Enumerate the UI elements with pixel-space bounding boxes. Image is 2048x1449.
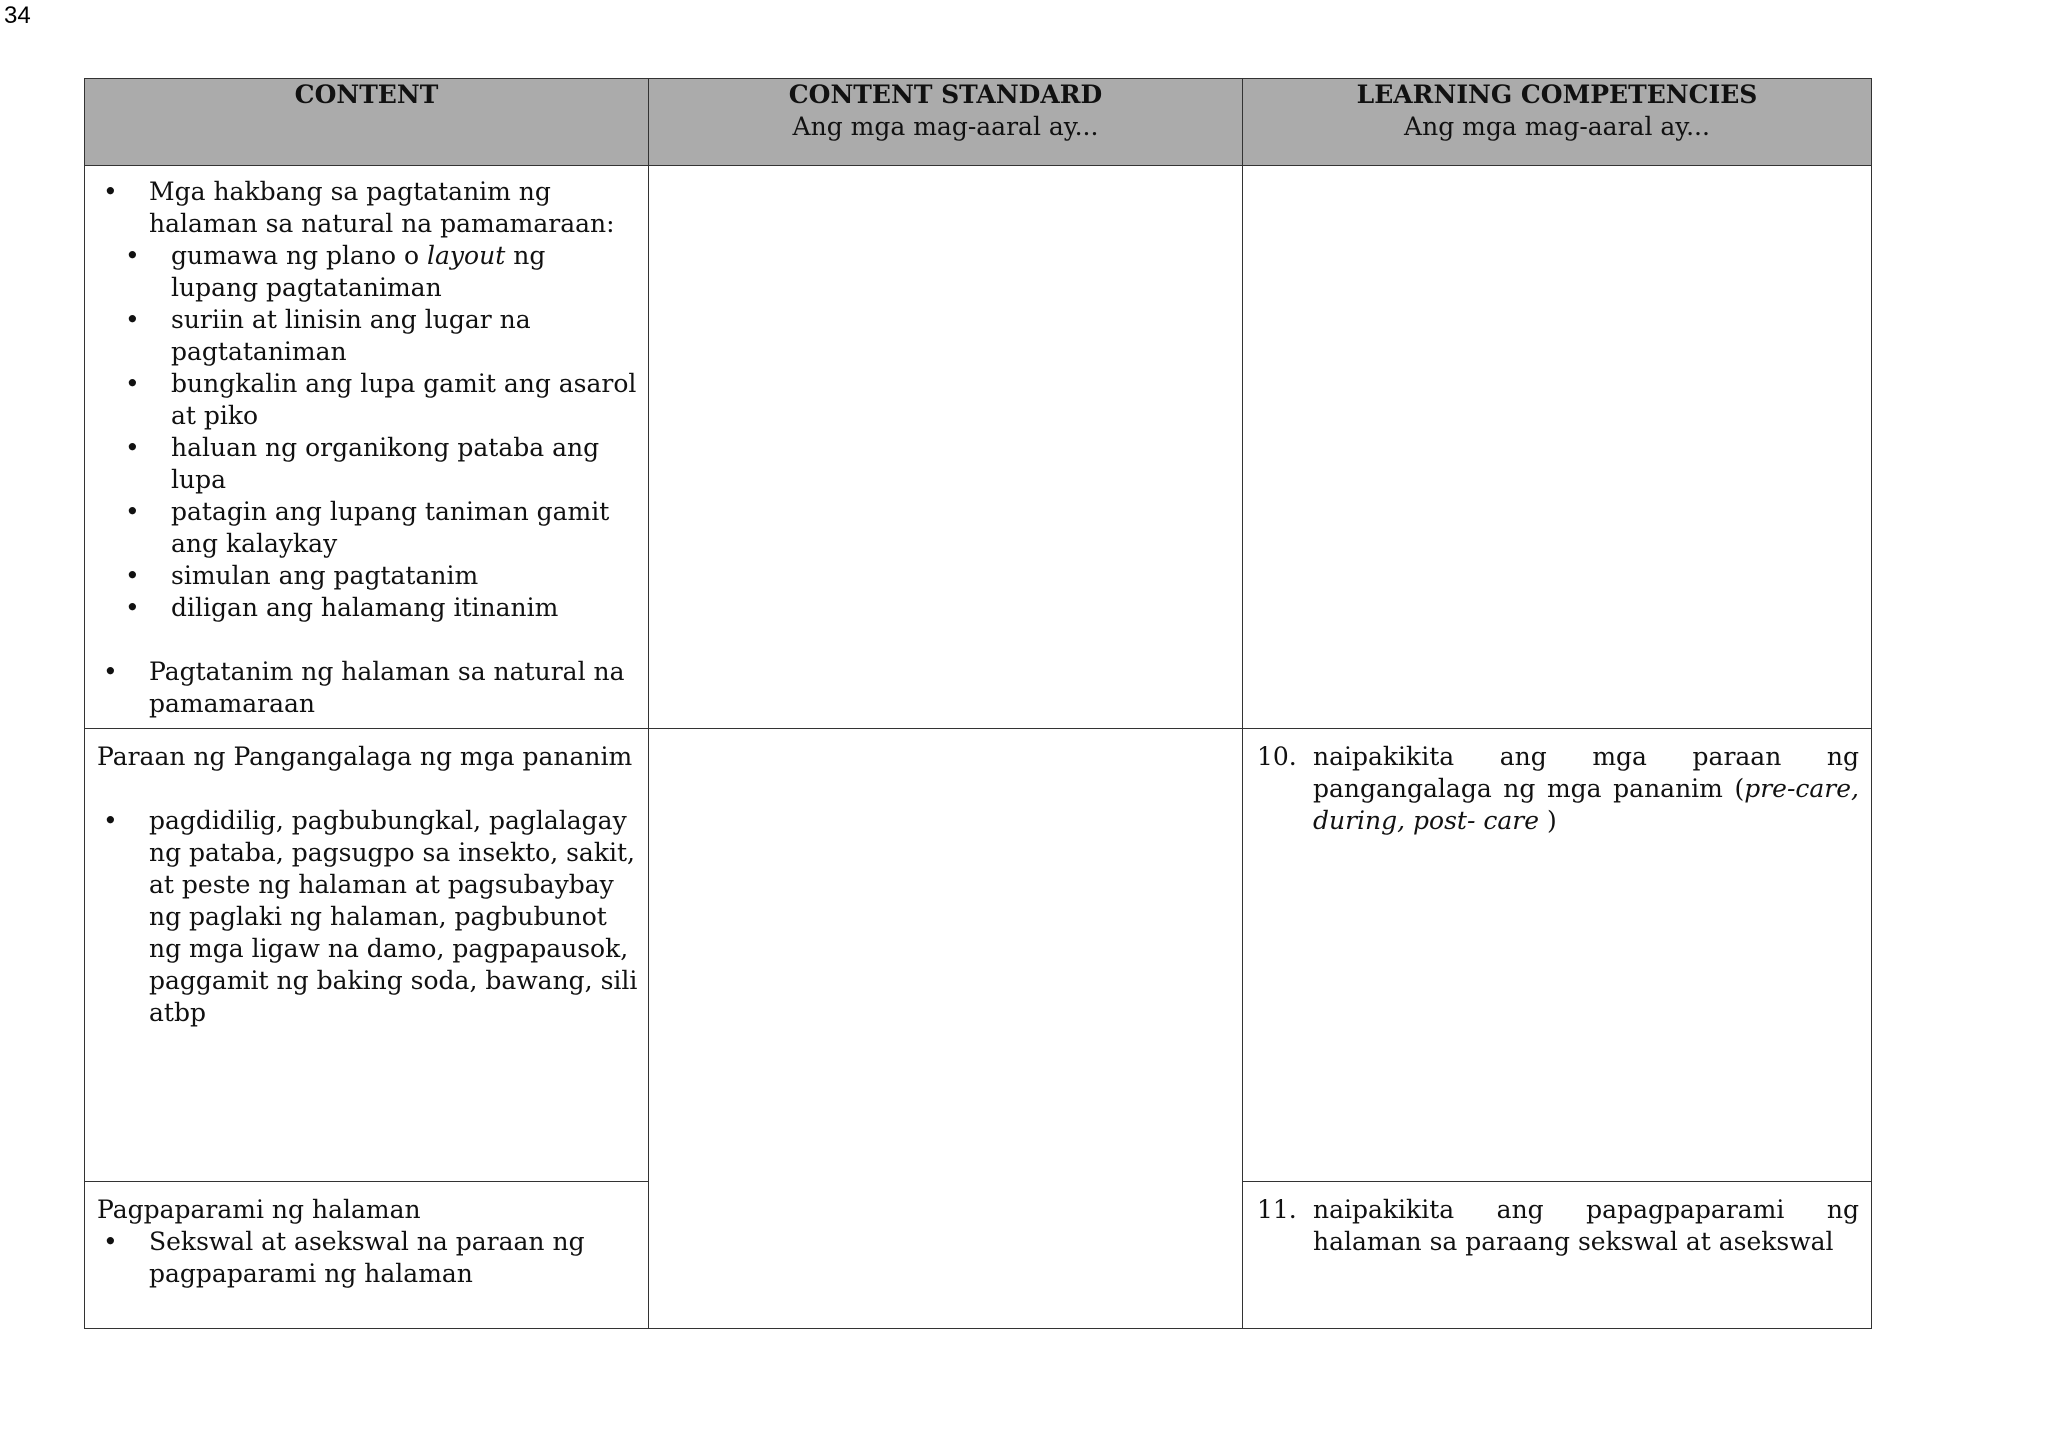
competency-cell: [1243, 1182, 1872, 1329]
page-number: 34: [4, 2, 31, 29]
list-item-text: Pagtatanim ng halaman sa natural na pamamaraan: [149, 657, 625, 718]
list-item: [97, 368, 640, 432]
content-standard-cell: [649, 729, 1243, 1329]
list-item: [97, 496, 640, 560]
list-item-text: pagdidilig, pagbubungkal, paglalagay ng pataba, pagsugpo sa insekto, sakit, at peste ng halaman at pagsubaybay ng paglaki ng halaman, pagbubunot ng mga ligaw na damo, pagpapausok, paggamit ng baking soda, bawang, sili atbp: [149, 806, 638, 1027]
list-item-text: haluan ng organikong pataba ang lupa: [171, 433, 600, 494]
list-item-text: Sekswal at asekswal na paraan ng pagpaparami ng halaman: [149, 1227, 585, 1288]
list-item: [97, 805, 640, 1029]
content-list: [97, 656, 640, 720]
list-item-text: patagin ang lupang taniman gamit ang kalaykay: [171, 497, 610, 558]
content-cell: [85, 729, 649, 1182]
list-item-text: suriin at linisin ang lugar na pagtataniman: [171, 305, 531, 366]
list-item-emphasis: layout: [427, 241, 506, 270]
competency-text-end: ): [1539, 806, 1557, 835]
content-heading: Paraan ng Pangangalaga ng mga pananim: [97, 742, 633, 771]
header-learning-competencies: [1243, 79, 1872, 166]
steps-list: [97, 240, 640, 624]
content-cell: [85, 166, 649, 729]
list-item: [97, 560, 640, 592]
competency-number: 10.: [1257, 742, 1297, 771]
table-header-row: [85, 79, 1872, 166]
list-item-text: simulan ang pagtatanim: [171, 561, 479, 590]
content-list: [97, 1226, 640, 1290]
competency-number: 11.: [1257, 1195, 1297, 1224]
content-heading: Pagpaparami ng halaman: [97, 1195, 421, 1224]
list-item: [97, 240, 640, 304]
list-item: [97, 432, 640, 496]
header-standard-title: CONTENT STANDARD: [788, 80, 1103, 109]
list-item-text: diligan ang halamang itinanim: [171, 593, 559, 622]
header-content-title: CONTENT: [294, 80, 439, 109]
list-item-text: ng lupang pagtataniman: [171, 241, 546, 302]
list-item-text: Mga hakbang sa pagtatanim ng halaman sa natural na pamamaraan:: [149, 177, 615, 238]
header-standard-subtitle: Ang mga mag-aaral ay...: [792, 112, 1099, 141]
competency-item: [1257, 741, 1859, 837]
curriculum-table: [84, 78, 1872, 1329]
competency-item: [1257, 1194, 1859, 1258]
competency-cell: [1243, 729, 1872, 1182]
competency-cell: [1243, 166, 1872, 729]
header-content: [85, 79, 649, 166]
competency-text: naipakikita ang mga paraan ng pangangalaga ng mga pananim (: [1313, 742, 1859, 803]
list-item: [97, 592, 640, 624]
list-item-text: bungkalin ang lupa gamit ang asarol at piko: [171, 369, 637, 430]
content-list: [97, 176, 640, 240]
header-competencies-subtitle: Ang mga mag-aaral ay...: [1404, 112, 1710, 141]
header-competencies-title: LEARNING COMPETENCIES: [1356, 80, 1758, 109]
header-content-standard: [649, 79, 1243, 166]
list-item-text: gumawa ng plano o: [171, 241, 428, 270]
list-item: [97, 304, 640, 368]
competency-text: naipakikita ang papagpaparami ng halaman sa paraang sekswal at asekswal: [1313, 1195, 1859, 1256]
list-item: [97, 176, 640, 240]
list-item: [97, 1226, 640, 1290]
table-row: [85, 166, 1872, 729]
competency-emphasis: pre-care, during, post- care: [1313, 774, 1859, 835]
content-list: [97, 805, 640, 1029]
table-row: [85, 729, 1872, 1182]
content-standard-cell: [649, 166, 1243, 729]
content-cell: [85, 1182, 649, 1329]
list-item: [97, 656, 640, 720]
